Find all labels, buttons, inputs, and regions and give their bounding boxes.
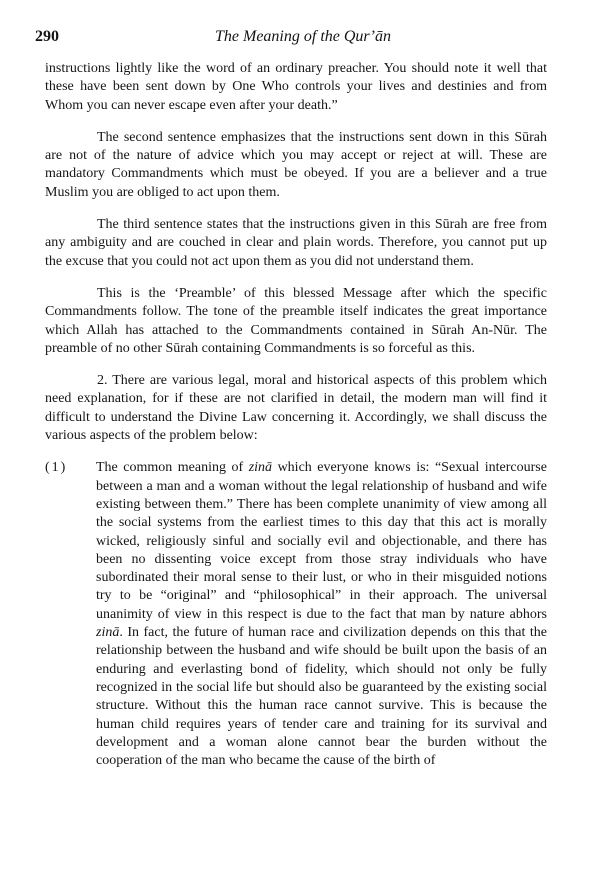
- text-run: The common meaning of: [96, 460, 249, 476]
- text-run: . In fact, the future of human race and civilization depends on this that the relationship between the husband and wife should be built upon the basis of an enduring and everlasting bond of fidelity, which should not only be fully recognized in the social life but should also be guaranteed by the existing social structure. Without this the human race cannot survive. This is because the human child requires years of tender care and training for its survival and development and a woman alone cannot bear the burden without the cooperation of the man who became the cause of the birth of: [96, 625, 547, 769]
- list-item-text: [96, 459, 547, 770]
- paragraph-section-2: 2. There are various legal, moral and historical aspects of this problem which need explanation, for if these are not clarified in detail, the modern man will find it difficult to understand the Divine Law concerning it. Accordingly, we shall discuss the various aspects of the problem below:: [45, 373, 547, 444]
- paragraph-second-sentence: The second sentence emphasizes that the instructions sent down in this Sūrah are not of the nature of advice which you may accept or reject at will. These are mandatory Commandments which must be obeyed. If you are a believer and a true Muslim you are obliged to act upon them.: [45, 129, 547, 200]
- running-title: The Meaning of the Qurʼān: [215, 28, 391, 45]
- text-run: which everyone knows is: “Sexual intercourse between a man and a woman without the legal relationship of husband and wife existing between them.” There has been complete unanimity of view among all the social systems from the earliest times to this day that this act is morally wicked, religiously sinful and socially evil and objectionable, and there has been no dissenting voice except from those stray individuals who have subordinated their moral sense to their lust, or who in their misguided notions try to be “original” and “philosophical” in their approach. The universal unanimity of view in this respect is due to the fact that man by nature abhors: [96, 460, 547, 622]
- list-item-label: (1): [45, 460, 68, 476]
- page-body: [45, 60, 547, 770]
- paragraph-preamble: This is the ‘Preamble’ of this blessed Message after which the specific Commandments follow. The tone of the preamble itself indicates the great importance which Allah has attached to the Commandments contained in Sūrah An-Nūr. The preamble of no other Sūrah containing Commandments is so forceful as this.: [45, 285, 547, 356]
- page-header: [35, 28, 560, 50]
- paragraph-continuation: instructions lightly like the word of an ordinary preacher. You should note it well that these have been sent down by One Who controls your lives and destinies and from Whom you can never escape even after your death.”: [45, 61, 547, 113]
- paragraph-third-sentence: The third sentence states that the instructions given in this Sūrah are free from any ambiguity and are couched in clear and plain words. Therefore, you cannot put up the excuse that you could not act upon them as you did not understand them.: [45, 217, 547, 269]
- page-number: 290: [35, 28, 59, 45]
- italic-term: zinā: [248, 460, 273, 476]
- list-item-1: [45, 459, 547, 770]
- italic-term: zinā: [96, 625, 120, 641]
